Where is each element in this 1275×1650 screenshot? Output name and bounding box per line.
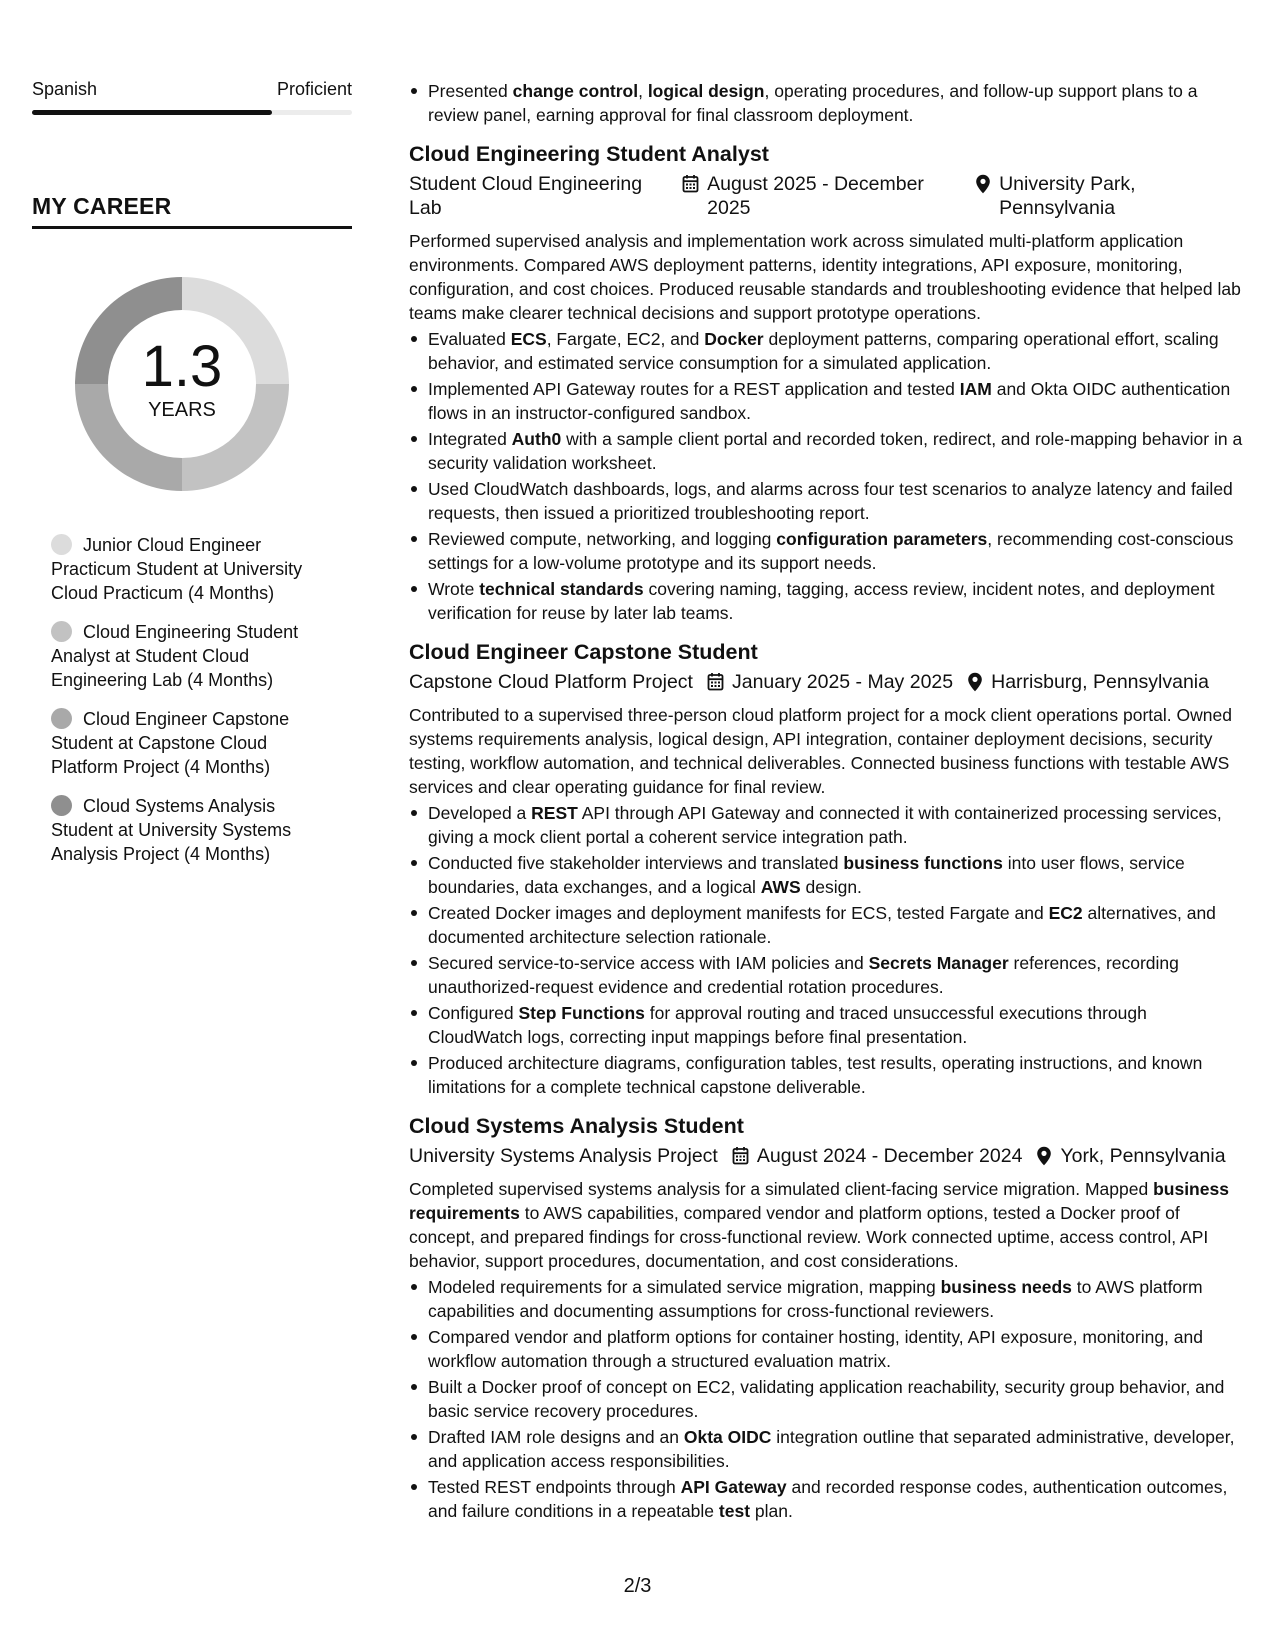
bold-keyword: logical design — [647, 81, 765, 101]
text-run: Reviewed compute, networking, and logging — [428, 529, 777, 549]
language-proficiency-bar — [32, 110, 352, 115]
bold-keyword: AWS — [760, 877, 801, 897]
text-run: Developed a — [428, 803, 532, 823]
text-run: Conducted five stakeholder interviews and translated — [428, 853, 844, 873]
legend-swatch-icon — [51, 534, 72, 555]
job-list — [409, 139, 1244, 1523]
text-run: Implemented API Gateway routes for a REST application and tested — [428, 379, 960, 399]
text-run: covering naming, tagging, access review, incident notes, and deployment verification for reuse by later lab teams. — [428, 579, 1215, 623]
bullet-item — [428, 901, 1244, 949]
job-entry — [409, 139, 1244, 625]
bullet-item — [428, 427, 1244, 475]
career-legend — [51, 533, 336, 866]
bullet-item — [428, 1275, 1244, 1323]
bold-keyword: test — [718, 1501, 751, 1521]
language-proficiency-fill — [32, 110, 272, 115]
text-run: Evaluated — [428, 329, 511, 349]
career-legend-label: Cloud Systems Analysis Student at University Systems Analysis Project (4 Months) — [51, 796, 292, 864]
legend-swatch-icon — [51, 708, 72, 729]
text-run: Used CloudWatch dashboards, logs, and alarms across four test scenarios to analyze latency and failed requests, then issued a prioritized troubleshooting report. — [428, 479, 1233, 523]
text-run: for approval routing and traced unsuccessful executions through CloudWatch logs, correcting input mappings before final presentation. — [428, 1003, 1147, 1047]
bold-keyword: Secrets Manager — [868, 953, 1009, 973]
text-run: Presented — [428, 81, 513, 101]
calendar-icon — [707, 670, 724, 691]
career-donut-center — [67, 269, 297, 499]
legend-swatch-icon — [51, 621, 72, 642]
career-legend-label: Cloud Engineer Capstone Student at Capstone Cloud Platform Project (4 Months) — [51, 709, 290, 777]
job-summary: Contributed to a supervised three-person cloud platform project for a mock client operations portal. Owned systems requirements analysis, logical design, API integration, container deployment decisions, security testing, workflow automation, and technical deliverables. Connected business functions with testable AWS services and clear operating guidance for final review. — [409, 705, 1232, 797]
job-summary: Performed supervised analysis and implementation work across simulated multi-platform application environments. Compared AWS deployment patterns, identity integrations, API exposure, monitoring, configuration, and cost choices. Produced reusable standards and troubleshooting evidence that helped lab teams make clearer technical decisions and support prototype operations. — [409, 231, 1241, 323]
job-dates: August 2024 - December 2024 — [756, 1145, 1023, 1167]
legend-swatch-icon — [51, 795, 72, 816]
bullet-item — [428, 1325, 1244, 1373]
bullet-item — [428, 951, 1244, 999]
career-legend-item — [51, 794, 336, 866]
bold-keyword: IAM — [959, 379, 992, 399]
text-run: , recommending cost-conscious settings for a low-volume prototype and its support needs. — [428, 529, 1234, 573]
career-section-title: MY CAREER — [32, 193, 172, 219]
text-run: design. — [800, 877, 862, 897]
job-location-text: University Park, Pennsylvania — [999, 173, 1136, 219]
job-bullets — [409, 1275, 1244, 1523]
text-run: to AWS capabilities, compared vendor and platform options, tested a Docker proof of concept, and prepared findings for cross-functional review. Work connected uptime, access control, API behavior, support procedures, documentation, and cost considerations. — [409, 1203, 1209, 1271]
job-company: Capstone Cloud Platform Project — [409, 671, 693, 693]
text-run: integration outline that separated administrative, developer, and application access responsibilities. — [428, 1427, 1235, 1471]
job-dates: January 2025 - May 2025 — [731, 671, 954, 693]
job-dates: August 2025 - December 2025 — [707, 173, 924, 219]
job-entry — [409, 1111, 1244, 1523]
text-run: , — [638, 81, 648, 101]
job-location — [1022, 1144, 1225, 1168]
job-meta — [409, 172, 1244, 220]
bullet-item — [428, 1475, 1244, 1523]
bold-keyword: business requirements — [409, 1179, 1229, 1223]
text-run: deployment patterns, comparing operational effort, scaling behavior, and estimated service consumption for a simulated application. — [428, 329, 1219, 373]
bullet-item — [428, 1051, 1244, 1099]
text-run: to AWS platform capabilities and documenting assumptions for cross-functional reviewers. — [428, 1277, 1203, 1321]
text-run: alternatives, and documented architecture selection rationale. — [428, 903, 1216, 947]
career-section-divider — [32, 226, 352, 229]
text-run: with a sample client portal and recorded token, redirect, and role-mapping behavior in a security validation worksheet. — [428, 429, 1243, 473]
job-title: Cloud Engineer Capstone Student — [409, 640, 758, 664]
text-run: Completed supervised systems analysis for a simulated client-facing service migration. Mapped — [409, 1179, 1154, 1199]
text-run: API through API Gateway and connected it with containerized processing services, giving a mock client portal a coherent service integration path. — [428, 803, 1222, 847]
bold-keyword: Docker — [704, 329, 764, 349]
bold-keyword: business needs — [940, 1277, 1072, 1297]
bold-keyword: EC2 — [1048, 903, 1083, 923]
bullet-item — [428, 477, 1244, 525]
text-run: Drafted IAM role designs and an — [428, 1427, 684, 1447]
job-location-text: York, Pennsylvania — [1060, 1145, 1226, 1167]
location-pin-icon — [1036, 1144, 1052, 1166]
bullet-item — [428, 801, 1244, 849]
text-run: , Fargate, EC2, and — [546, 329, 705, 349]
bullet-item — [428, 1375, 1244, 1423]
career-legend-item — [51, 533, 336, 605]
text-run: into user flows, service boundaries, data exchanges, and a logical — [428, 853, 1185, 897]
left-column — [32, 78, 352, 881]
language-level: Proficient — [276, 79, 352, 99]
text-run: Compared vendor and platform options for container hosting, identity, API exposure, monitoring, and workflow automation through a structured evaluation matrix. — [428, 1327, 1203, 1371]
text-run: and Okta OIDC authentication flows in an instructor-configured sandbox. — [428, 379, 1231, 423]
text-run: Secured service-to-service access with IAM policies and — [428, 953, 869, 973]
job-bullets — [409, 801, 1244, 1099]
text-run: , operating procedures, and follow-up support plans to a review panel, earning approval for final classroom deployment. — [428, 81, 1198, 125]
bold-keyword: REST — [531, 803, 578, 823]
text-run: Modeled requirements for a simulated service migration, mapping — [428, 1277, 941, 1297]
career-legend-label: Cloud Engineering Student Analyst at Student Cloud Engineering Lab (4 Months) — [51, 622, 299, 690]
text-run: Integrated — [428, 429, 512, 449]
career-donut-chart — [67, 269, 297, 499]
bullet-item — [428, 327, 1244, 375]
text-run: Produced architecture diagrams, configuration tables, test results, operating instructions, and known limitations for a complete technical capstone deliverable. — [428, 1053, 1203, 1097]
text-run: Created Docker images and deployment manifests for ECS, tested Fargate and — [428, 903, 1049, 923]
bold-keyword: Auth0 — [511, 429, 562, 449]
bullet-item — [428, 577, 1244, 625]
job-bullets — [409, 327, 1244, 625]
job-meta — [409, 1144, 1244, 1168]
bold-keyword: configuration parameters — [776, 529, 988, 549]
bold-keyword: API Gateway — [680, 1477, 787, 1497]
text-run: plan. — [750, 1501, 793, 1521]
bullet-item — [428, 1425, 1244, 1473]
bold-keyword: Okta OIDC — [683, 1427, 772, 1447]
bullet-item — [428, 377, 1244, 425]
language-name: Spanish — [32, 79, 98, 99]
previous-job-bullets — [409, 79, 1244, 127]
career-total-unit: YEARS — [148, 399, 216, 421]
bullet-item — [428, 527, 1244, 575]
job-location — [953, 670, 1209, 694]
job-title: Cloud Engineering Student Analyst — [409, 142, 769, 166]
calendar-icon — [682, 172, 699, 193]
location-pin-icon — [975, 172, 991, 194]
bullet-item — [428, 1001, 1244, 1049]
text-run: Wrote — [428, 579, 480, 599]
experience-column — [409, 79, 1244, 1525]
calendar-icon — [732, 1144, 749, 1165]
bold-keyword: Step Functions — [518, 1003, 645, 1023]
job-meta — [409, 670, 1244, 694]
job-entry — [409, 637, 1244, 1099]
bullet-item — [428, 79, 1244, 127]
page-number: 2/3 — [623, 1575, 652, 1597]
job-summary — [409, 1177, 1244, 1273]
job-company: Student Cloud Engineering Lab — [409, 173, 643, 219]
text-run: Configured — [428, 1003, 519, 1023]
bullet-item — [428, 851, 1244, 899]
bold-keyword: ECS — [510, 329, 547, 349]
location-pin-icon — [967, 670, 983, 692]
language-row — [32, 78, 352, 100]
job-title: Cloud Systems Analysis Student — [409, 1114, 744, 1138]
career-legend-label: Junior Cloud Engineer Practicum Student at University Cloud Practicum (4 Months) — [51, 535, 303, 603]
career-total-value: 1.3 — [141, 334, 223, 399]
bold-keyword: change control — [512, 81, 639, 101]
job-company: University Systems Analysis Project — [409, 1145, 718, 1167]
text-run: Built a Docker proof of concept on EC2, validating application reachability, security group behavior, and basic service recovery procedures. — [428, 1377, 1225, 1421]
text-run: references, recording unauthorized-request evidence and credential rotation procedures. — [428, 953, 1179, 997]
career-legend-item — [51, 707, 336, 779]
text-run: and recorded response codes, authentication outcomes, and failure conditions in a repeatable — [428, 1477, 1228, 1521]
bold-keyword: technical standards — [479, 579, 644, 599]
bold-keyword: business functions — [843, 853, 1003, 873]
job-location-text: Harrisburg, Pennsylvania — [991, 671, 1209, 693]
job-location — [961, 172, 1244, 220]
text-run: Tested REST endpoints through — [428, 1477, 681, 1497]
career-legend-item — [51, 620, 336, 692]
